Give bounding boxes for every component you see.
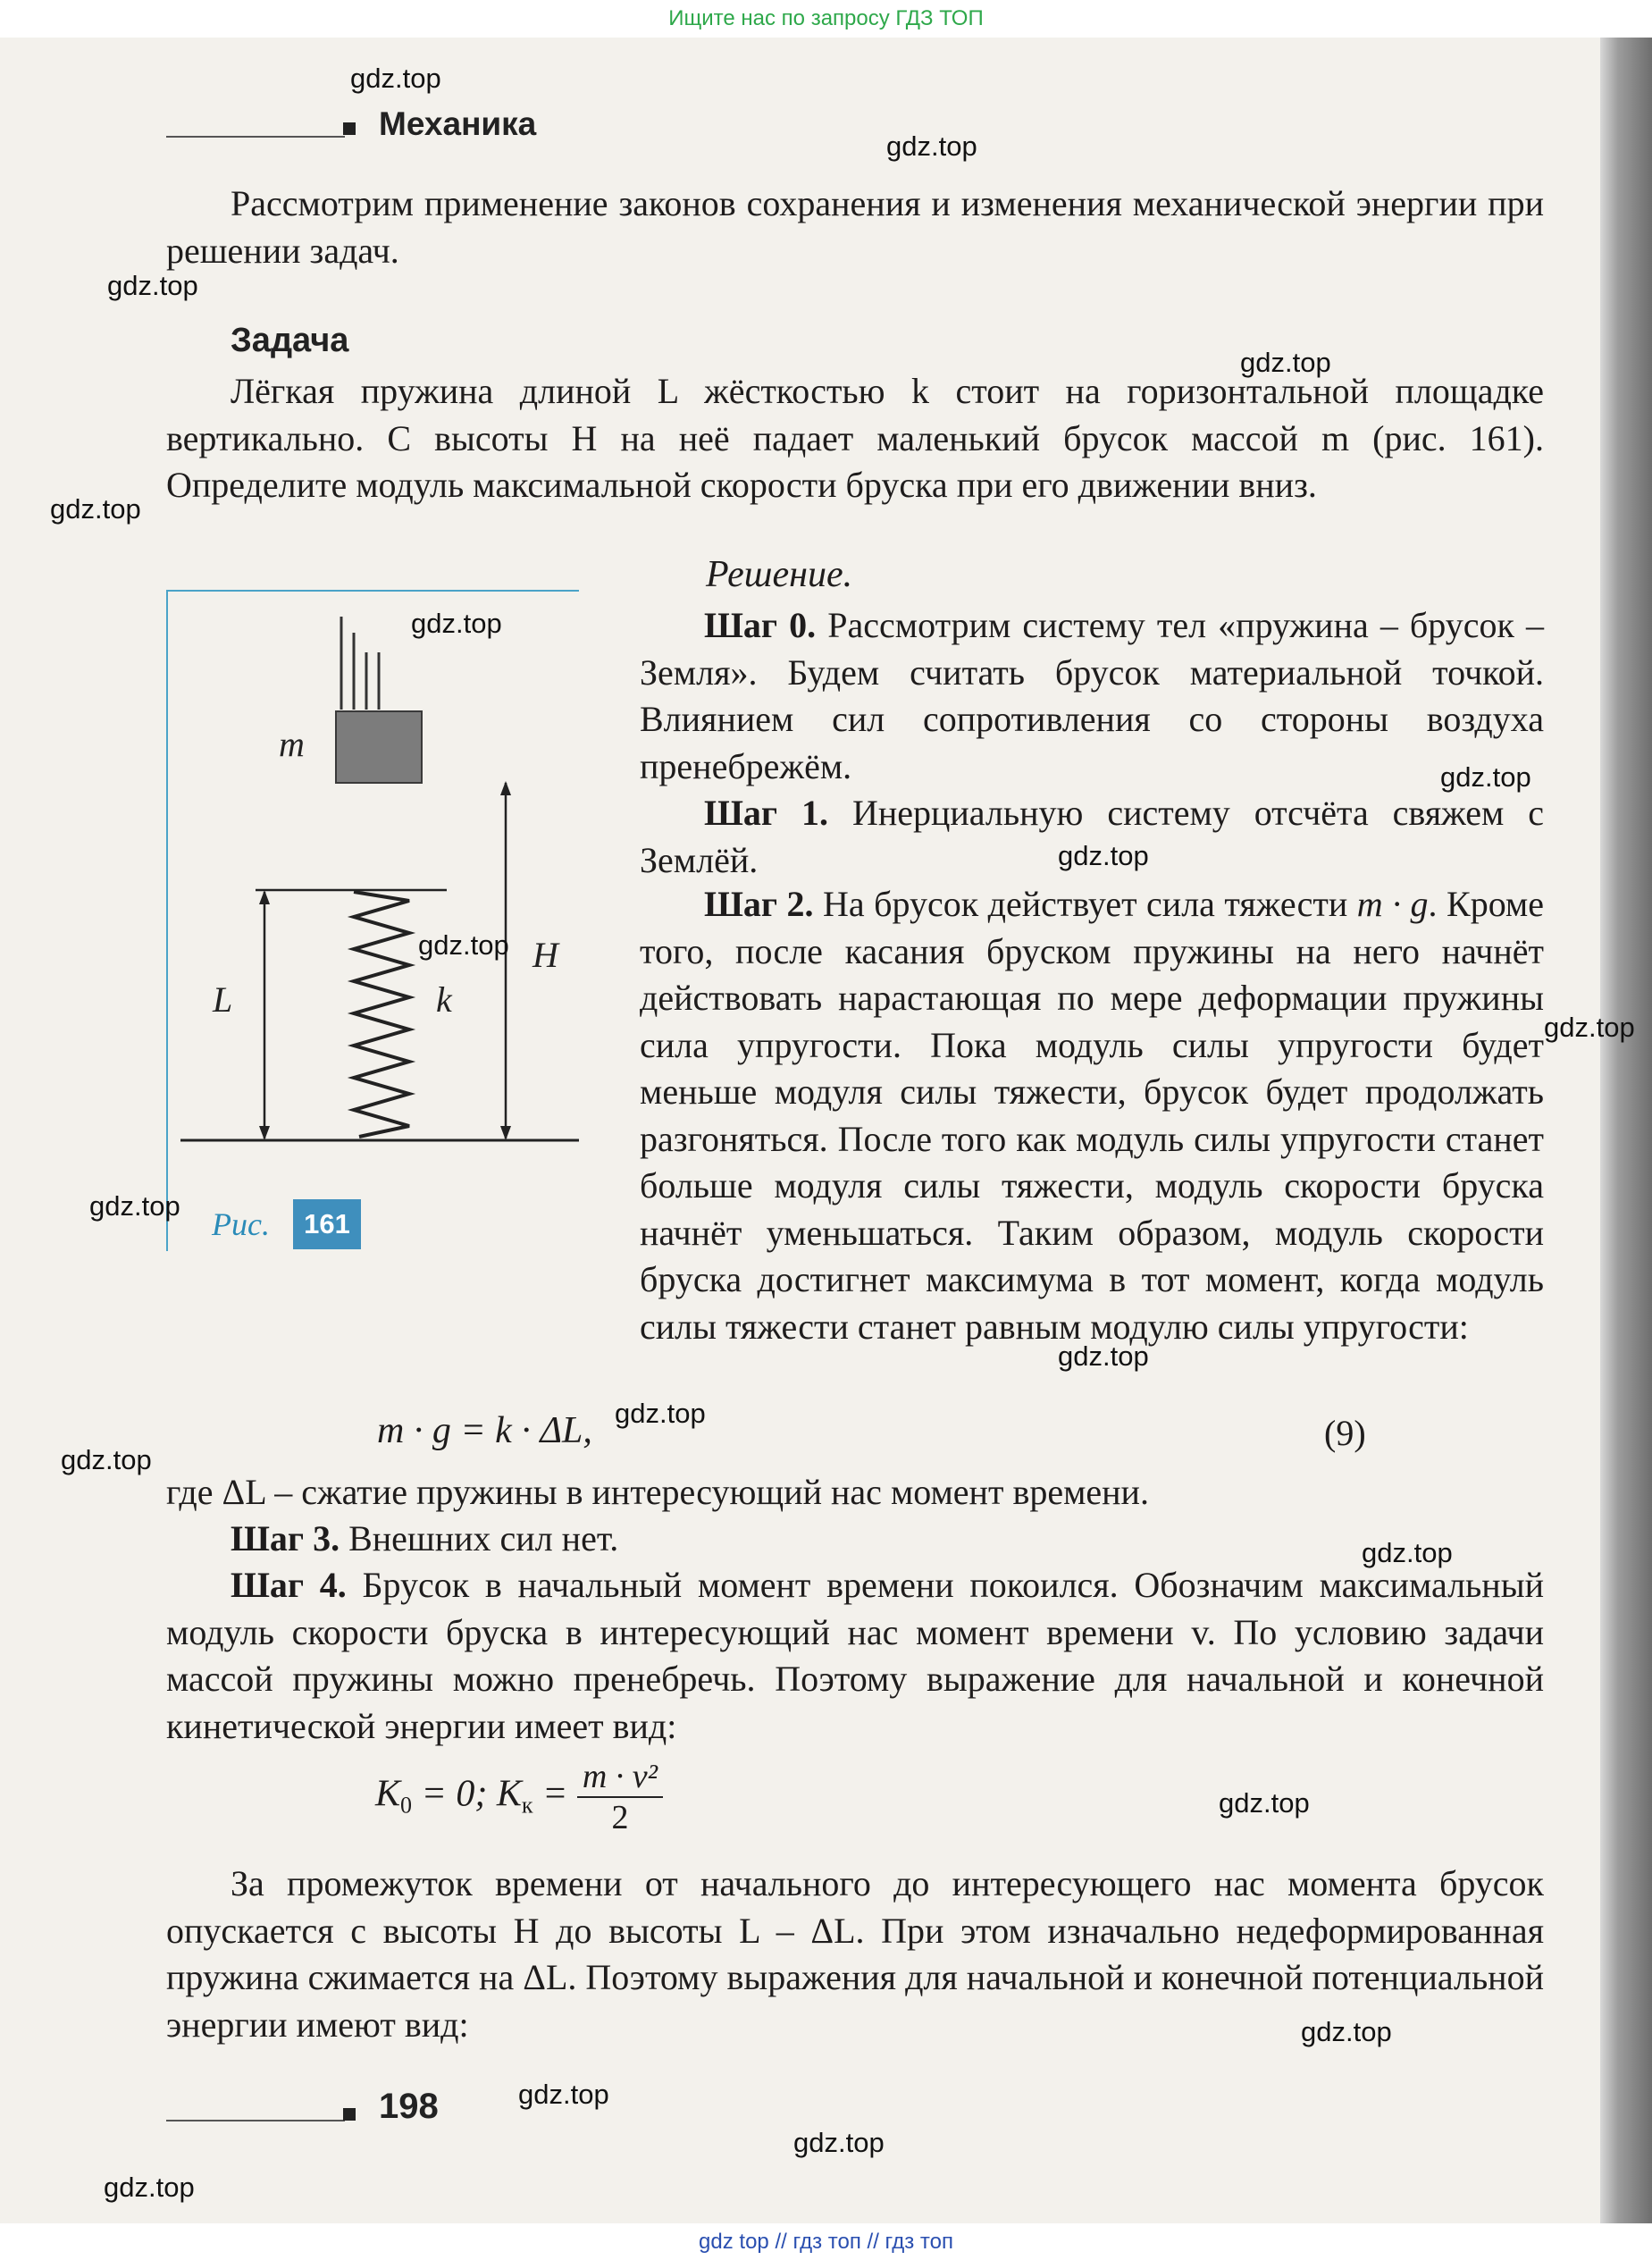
watermark: gdz.top	[886, 130, 977, 162]
step2-label: Шаг 2.	[704, 884, 814, 924]
watermark: gdz.top	[1301, 2016, 1392, 2047]
figure-number-badge: 161	[293, 1199, 361, 1249]
watermark: gdz.top	[50, 493, 141, 525]
top-banner-text: Ищите нас по запросу ГДЗ ТОП	[668, 6, 984, 30]
height-letter: H	[532, 935, 558, 975]
watermark: gdz.top	[1440, 761, 1531, 793]
watermark: gdz.top	[518, 2079, 609, 2110]
equation-9-number: (9)	[1324, 1413, 1366, 1453]
kinetic-energy-formula	[375, 1757, 663, 1837]
watermark: gdz.top	[61, 1444, 152, 1475]
page-number: 198	[379, 2087, 439, 2126]
task-paragraph: Лёгкая пружина длиной L жёсткостью k стоит на горизонтальной площадке вертикально. С высоты H на неё падает маленький брусок массой m (рис. 161). Определите модуль максимальной скорости бруска при его движении вниз.	[166, 371, 1544, 505]
length-arrow-head-bottom	[259, 1126, 270, 1140]
footer-square-marker	[343, 2108, 356, 2121]
step0-label: Шаг 0.	[704, 605, 817, 645]
kk-equals: =	[532, 1773, 577, 1815]
step2-gravity-formula: m · g	[1356, 884, 1429, 924]
bottom-banner-text: gdz top // гдз топ // гдз топ	[699, 2230, 953, 2254]
mass-letter: m	[279, 724, 305, 764]
kinetic-fraction	[577, 1757, 663, 1837]
k0-symbol: K	[375, 1773, 401, 1815]
step1-label: Шаг 1.	[704, 793, 829, 833]
header-square-marker	[343, 122, 356, 135]
height-arrow-head-top	[500, 781, 511, 795]
figure-caption-label: Рис.	[212, 1206, 270, 1242]
watermark: gdz.top	[1240, 347, 1331, 378]
stiffness-letter: k	[436, 979, 452, 1020]
watermark: gdz.top	[1058, 840, 1149, 871]
watermark: gdz.top	[1219, 1787, 1310, 1819]
step4-paragraph	[166, 1562, 1544, 1750]
watermark: gdz.top	[1362, 1537, 1453, 1568]
step2-text-a: На брусок действует сила тяжести	[813, 884, 1357, 924]
height-arrow-head-bottom	[500, 1126, 511, 1140]
footer-rule	[166, 2120, 345, 2121]
watermark: gdz.top	[350, 63, 441, 94]
solution-heading: Решение.	[706, 554, 853, 595]
task-heading: Задача	[231, 322, 349, 359]
top-banner	[0, 0, 1652, 38]
step2-paragraph	[640, 881, 1544, 1350]
step4-text: Брусок в начальный момент времени покоился. Обозначим максимальный модуль скорости бруска в интересующий нас момент времени v. По условию задачи массой пружины можно пренебречь. Поэтому выражение для начальной и конечной кинетической энергии имеет вид:	[166, 1565, 1544, 1746]
bottom-banner	[0, 2223, 1652, 2260]
header-rule	[166, 136, 345, 138]
step0-paragraph	[640, 602, 1544, 790]
figure-spring-block	[168, 592, 633, 1208]
step3-label: Шаг 3.	[231, 1518, 340, 1558]
where-paragraph: где ΔL – сжатие пружины в интересующий нас момент времени.	[166, 1472, 1149, 1512]
spring	[354, 892, 409, 1137]
watermark: gdz.top	[104, 2172, 195, 2203]
equation-9: m · g = k · ΔL,	[377, 1410, 592, 1451]
section-title: Механика	[379, 105, 537, 142]
watermark: gdz.top	[107, 270, 198, 301]
page-gutter-shadow	[1600, 0, 1652, 2260]
watermark: gdz.top	[615, 1398, 706, 1429]
watermark: gdz.top	[418, 929, 509, 961]
watermark: gdz.top	[89, 1190, 180, 1222]
step3-text: Внешних сил нет.	[340, 1518, 619, 1558]
fraction-denominator: 2	[611, 1799, 629, 1836]
step0-text: Рассмотрим систему тел «пружина – брусок – Земля». Будем считать брусок материальной точкой. Влиянием сил сопротивления со стороны воздуха пренебрежём.	[640, 605, 1545, 786]
k0-subscript: 0	[400, 1792, 413, 1819]
watermark: gdz.top	[411, 608, 502, 639]
watermark: gdz.top	[793, 2127, 885, 2158]
last-paragraph: За промежуток времени от начального до интересующего нас момента брусок опускается с высоты H до высоты L – ΔL. При этом изначально недеформированная пружина сжимается на ΔL. Поэтому выражения для начальной и конечной потенциальной энергии имеют вид:	[166, 1863, 1544, 2045]
intro-paragraph: Рассмотрим применение законов сохранения и изменения механической энергии при решении задач.	[166, 183, 1544, 271]
fraction-numerator: m · v²	[577, 1757, 663, 1798]
watermark: gdz.top	[1058, 1340, 1149, 1372]
watermark: gdz.top	[1544, 1012, 1635, 1043]
step2-text-b: . Кроме того, после касания бруском пружины на него начнёт действовать нарастающая по мере деформации пружины сила упругости. Пока модуль силы упругости будет меньше модуля силы тяжести, брусок будет продолжать разгоняться. После того как модуль силы упругости станет больше модуля силы тяжести, модуль скорости бруска начнёт уменьшаться. Таким образом, модуль скорости бруска достигнет максимума в тот момент, когда модуль силы тяжести станет равным модулю силы упругости:	[640, 884, 1544, 1347]
block	[336, 711, 422, 783]
step1-text: Инерциальную систему отсчёта свяжем с Землёй.	[640, 793, 1544, 880]
kk-subscript: к	[521, 1792, 533, 1819]
step4-label: Шаг 4.	[231, 1565, 347, 1605]
k0-rest: = 0; K	[412, 1773, 522, 1815]
length-letter: L	[213, 979, 233, 1020]
length-arrow-head-top	[259, 890, 270, 904]
step3-paragraph	[166, 1516, 1544, 1563]
